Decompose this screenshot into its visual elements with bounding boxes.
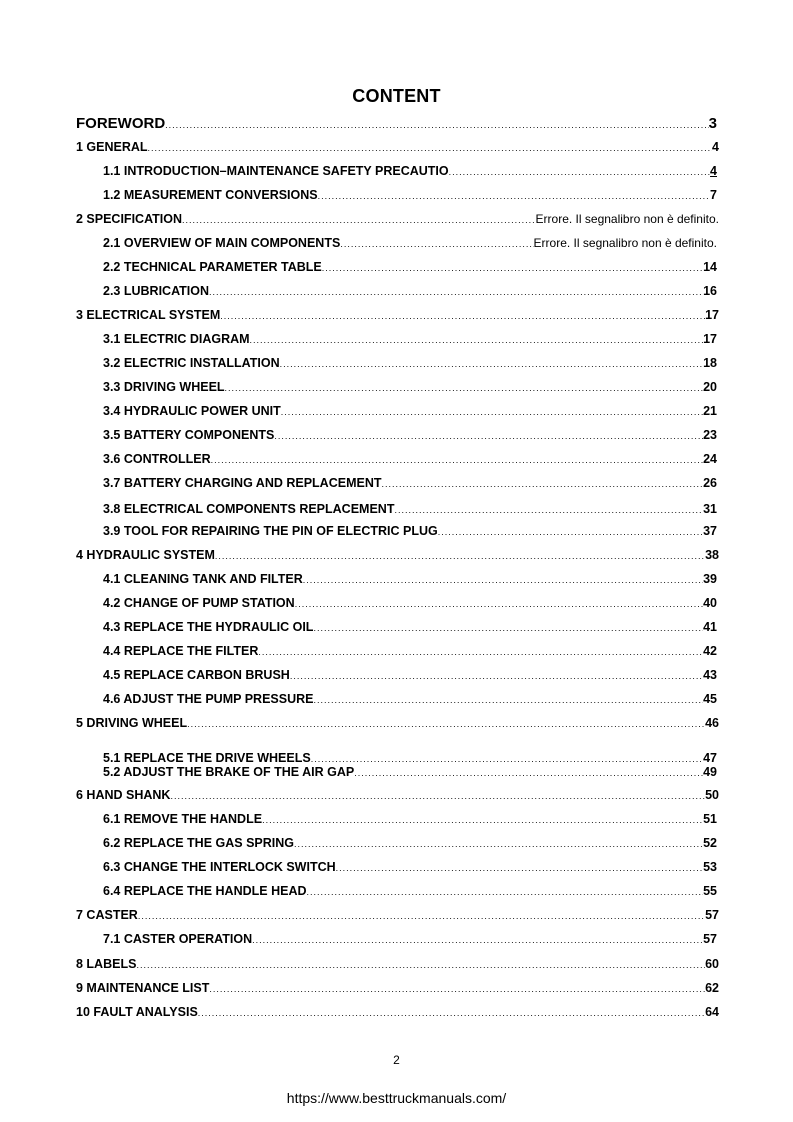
toc-entry-2-3[interactable]	[103, 284, 717, 300]
toc-entry-page: 37	[703, 524, 717, 538]
toc-entry-label: 3 ELECTRICAL SYSTEM	[76, 308, 221, 322]
toc-entry-page: 51	[703, 812, 717, 826]
toc-entry-page: 55	[703, 884, 717, 898]
toc-leader-dots	[313, 623, 703, 633]
toc-entry-label: 3.1 ELECTRIC DIAGRAM	[103, 332, 250, 346]
toc-entry-3-6[interactable]	[103, 452, 717, 468]
toc-entry-label: 3.7 BATTERY CHARGING AND REPLACEMENT	[103, 476, 382, 490]
toc-entry-3-4[interactable]	[103, 404, 717, 420]
toc-entry-3-1[interactable]	[103, 332, 717, 348]
toc-entry-page: 45	[703, 692, 717, 706]
toc-entry-label: 7 CASTER	[76, 908, 138, 922]
toc-entry-6-1[interactable]	[103, 812, 717, 828]
toc-entry-label: 4.6 ADJUST THE PUMP PRESSURE	[103, 692, 314, 706]
toc-entry-page: 57	[703, 932, 717, 946]
toc-entry-page: 16	[703, 284, 717, 298]
toc-entry-label: 4.5 REPLACE CARBON BRUSH	[103, 668, 290, 682]
footer-url[interactable]: https://www.besttruckmanuals.com/	[286, 1090, 507, 1106]
toc-leader-dots	[262, 815, 703, 825]
toc-entry-label: 3.6 CONTROLLER	[103, 452, 211, 466]
toc-entry-foreword[interactable]	[76, 115, 717, 133]
toc-leader-dots	[209, 287, 703, 297]
toc-leader-dots	[449, 167, 710, 177]
toc-leader-dots	[138, 911, 705, 921]
toc-entry-4-5[interactable]	[103, 668, 717, 684]
page-title: CONTENT	[352, 86, 441, 106]
toc-entry-3[interactable]	[76, 308, 719, 324]
toc-entry-label: 4.4 REPLACE THE FILTER	[103, 644, 259, 658]
toc-entry-3-5[interactable]	[103, 428, 717, 444]
toc-entry-label: 6.4 REPLACE THE HANDLE HEAD	[103, 884, 307, 898]
toc-entry-page: 53	[703, 860, 717, 874]
toc-entry-label: 3.9 TOOL FOR REPAIRING THE PIN OF ELECTRIC PLUG	[103, 524, 438, 538]
toc-entry-page: 42	[703, 644, 717, 658]
toc-entry-label: 1 GENERAL	[76, 140, 148, 154]
toc-entry-5-2[interactable]	[103, 765, 717, 781]
toc-leader-dots	[354, 768, 703, 778]
toc-entry-label: 3.8 ELECTRICAL COMPONENTS REPLACEMENT	[103, 502, 395, 516]
toc-entry-4-3[interactable]	[103, 620, 717, 636]
toc-entry-page: 41	[703, 620, 717, 634]
toc-leader-dots	[290, 671, 703, 681]
toc-entry-page: 4	[712, 140, 719, 154]
toc-leader-dots	[438, 527, 703, 537]
toc-leader-dots	[313, 695, 703, 705]
toc-leader-dots	[165, 120, 708, 130]
toc-leader-dots	[280, 359, 703, 369]
toc-entry-7-1[interactable]	[103, 932, 717, 948]
toc-entry-3-8[interactable]	[103, 502, 717, 518]
page-number: 2	[393, 1053, 400, 1067]
toc-entry-6[interactable]	[76, 788, 719, 804]
toc-entry-page: 7	[710, 188, 717, 202]
toc-entry-page: 3	[708, 115, 717, 132]
toc-leader-dots	[340, 239, 533, 249]
toc-entry-page: 50	[705, 788, 719, 802]
toc-entry-page: 4	[710, 164, 717, 178]
toc-entry-label: 6.3 CHANGE THE INTERLOCK SWITCH	[103, 860, 336, 874]
toc-entry-page: 43	[703, 668, 717, 682]
toc-entry-page: 23	[703, 428, 717, 442]
toc-entry-label: 5.2 ADJUST THE BRAKE OF THE AIR GAP	[103, 765, 355, 779]
toc-entry-label: 8 LABELS	[76, 957, 137, 971]
toc-entry-label: 6.2 REPLACE THE GAS SPRING	[103, 836, 295, 850]
toc-entry-4-2[interactable]	[103, 596, 717, 612]
toc-entry-2-2[interactable]	[103, 260, 717, 276]
toc-entry-page: 31	[703, 502, 717, 516]
toc-entry-page: 14	[703, 260, 717, 274]
toc-entry-label: 4 HYDRAULIC SYSTEM	[76, 548, 215, 562]
toc-entry-page: 64	[705, 1005, 719, 1019]
toc-entry-4[interactable]	[76, 548, 719, 564]
toc-leader-dots	[303, 575, 703, 585]
toc-entry-page: 49	[703, 765, 717, 779]
toc-entry-page: 24	[703, 452, 717, 466]
toc-entry-label: 6 HAND SHANK	[76, 788, 171, 802]
toc-entry-page: 21	[703, 404, 717, 418]
toc-entry-page: 46	[705, 716, 719, 730]
toc-entry-page: 57	[705, 908, 719, 922]
toc-leader-dots	[187, 719, 705, 729]
toc-entry-9[interactable]	[76, 981, 719, 997]
toc-entry-10[interactable]	[76, 1005, 719, 1021]
toc-entry-3-3[interactable]	[103, 380, 717, 396]
toc-leader-dots	[294, 839, 703, 849]
toc-entry-page: 62	[705, 981, 719, 995]
toc-leader-dots	[322, 263, 703, 273]
toc-entry-1[interactable]	[76, 140, 719, 156]
toc-entry-4-6[interactable]	[103, 692, 717, 708]
toc-entry-label: 4.2 CHANGE OF PUMP STATION	[103, 596, 295, 610]
toc-entry-label: 2.3 LUBRICATION	[103, 284, 210, 298]
toc-entry-3-9[interactable]	[103, 524, 717, 540]
toc-leader-dots	[211, 455, 703, 465]
toc-entry-3-7[interactable]	[103, 476, 717, 492]
toc-leader-dots	[170, 791, 705, 801]
toc-entry-page: 60	[705, 957, 719, 971]
toc-entry-page: 47	[703, 751, 717, 765]
toc-entry-6-4[interactable]	[103, 884, 717, 900]
toc-leader-dots	[258, 647, 703, 657]
toc-entry-7[interactable]	[76, 908, 719, 924]
toc-leader-dots	[250, 335, 704, 345]
toc-leader-dots	[148, 143, 713, 153]
toc-entry-label: 2 SPECIFICATION	[76, 212, 183, 226]
toc-entry-page: Errore. Il segnalibro non è definito.	[535, 212, 719, 226]
toc-leader-dots	[394, 505, 703, 515]
toc-entry-page: 26	[703, 476, 717, 490]
toc-leader-dots	[182, 215, 536, 225]
toc-leader-dots	[336, 863, 703, 873]
toc-entry-4-4[interactable]	[103, 644, 717, 660]
toc-entry-page: 20	[703, 380, 717, 394]
toc-entry-label: 1.2 MEASUREMENT CONVERSIONS	[103, 188, 318, 202]
toc-leader-dots	[225, 383, 704, 393]
toc-entry-label: 2.2 TECHNICAL PARAMETER TABLE	[103, 260, 322, 274]
toc-entry-5[interactable]	[76, 716, 719, 732]
toc-entry-page: Errore. Il segnalibro non è definito.	[533, 236, 717, 250]
toc-entry-2[interactable]	[76, 212, 719, 228]
toc-entry-label: 3.5 BATTERY COMPONENTS	[103, 428, 275, 442]
toc-entry-label: 4.3 REPLACE THE HYDRAULIC OIL	[103, 620, 314, 634]
toc-entry-1-2[interactable]	[103, 188, 717, 204]
toc-entry-page: 38	[705, 548, 719, 562]
toc-entry-label: 9 MAINTENANCE LIST	[76, 981, 210, 995]
toc-entry-label: 3.2 ELECTRIC INSTALLATION	[103, 356, 280, 370]
toc-leader-dots	[382, 479, 704, 489]
toc-entry-2-1[interactable]	[103, 236, 717, 252]
toc-leader-dots	[274, 431, 703, 441]
toc-leader-dots	[307, 887, 704, 897]
toc-entry-label: 2.1 OVERVIEW OF MAIN COMPONENTS	[103, 236, 341, 250]
toc-entry-page: 39	[703, 572, 717, 586]
toc-entry-3-2[interactable]	[103, 356, 717, 372]
toc-entry-label: FOREWORD	[76, 115, 166, 132]
toc-entry-4-1[interactable]	[103, 572, 717, 588]
toc-leader-dots	[136, 960, 705, 970]
toc-entry-label: 3.4 HYDRAULIC POWER UNIT	[103, 404, 281, 418]
toc-leader-dots	[209, 984, 705, 994]
toc-leader-dots	[318, 191, 710, 201]
toc-leader-dots	[281, 407, 703, 417]
toc-entry-page: 18	[703, 356, 717, 370]
toc-leader-dots	[220, 311, 705, 321]
toc-entry-8[interactable]	[76, 957, 719, 973]
toc-entry-label: 3.3 DRIVING WHEEL	[103, 380, 225, 394]
toc-entry-label: 7.1 CASTER OPERATION	[103, 932, 253, 946]
toc-entry-label: 10 FAULT ANALYSIS	[76, 1005, 198, 1019]
toc-entry-page: 52	[703, 836, 717, 850]
toc-entry-label: 6.1 REMOVE THE HANDLE	[103, 812, 263, 826]
toc-entry-page: 17	[705, 308, 719, 322]
toc-leader-dots	[252, 935, 703, 945]
toc-entry-label: 5 DRIVING WHEEL	[76, 716, 188, 730]
toc-entry-6-3[interactable]	[103, 860, 717, 876]
toc-leader-dots	[295, 599, 703, 609]
toc-entry-label: 1.1 INTRODUCTION–MAINTENANCE SAFETY PRECAUTIO	[103, 164, 449, 178]
toc-entry-page: 40	[703, 596, 717, 610]
toc-entry-6-2[interactable]	[103, 836, 717, 852]
toc-entry-1-1[interactable]	[103, 164, 717, 180]
toc-leader-dots	[215, 551, 705, 561]
toc-entry-label: 4.1 CLEANING TANK AND FILTER	[103, 572, 303, 586]
toc-entry-page: 17	[703, 332, 717, 346]
toc-entry-label: 5.1 REPLACE THE DRIVE WHEELS	[103, 751, 311, 765]
toc-leader-dots	[198, 1008, 705, 1018]
toc-leader-dots	[311, 754, 703, 764]
